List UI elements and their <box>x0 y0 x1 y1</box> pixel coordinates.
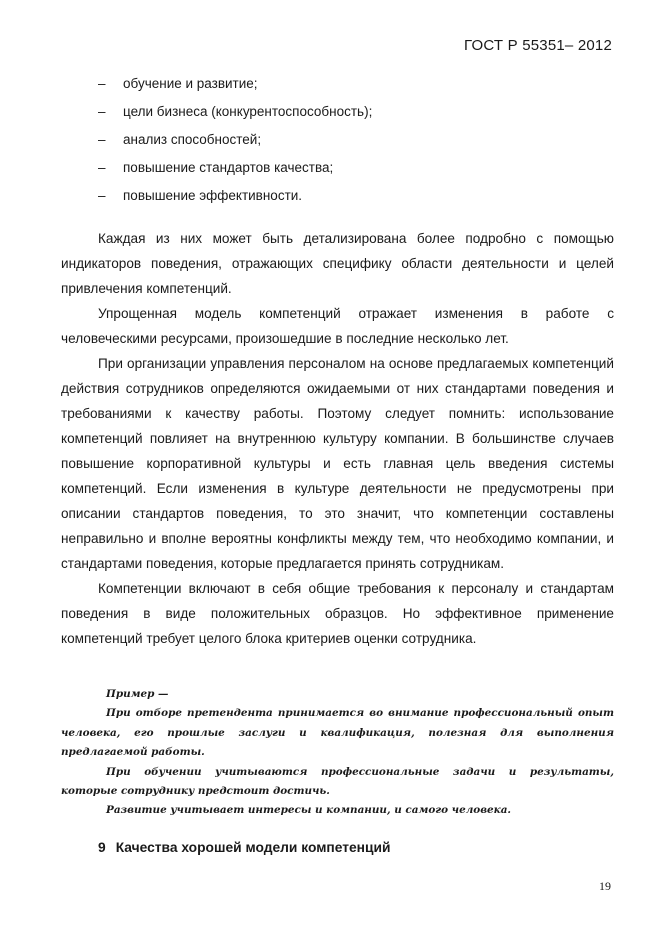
example-line: Развитие учитывает интересы и компании, и самого человека. <box>106 804 512 817</box>
example-title: Пример — <box>106 688 169 700</box>
list-item-text: повышение эффективности. <box>123 188 303 203</box>
list-dash: – <box>98 188 106 203</box>
paragraph: При организации управления персоналом на основе предлагаемых компетенций действия сотрудников определяются ожидаемыми от них стандартами поведения и требованиями к качеству работы. Поэтому следует помнить: использование компетенций повлияет на внутреннюю культуру компании. В большинстве случаев повышение корпоративной культуры и есть главная цель введения системы компетенций. Если изменения в культуре деятельности не предусмотрены при описании стандартов поведения, то это значит, что компетенции составлены неправильно и вполне вероятны конфликты между тем, что необходимо компании, и стандартами поведения, которые предлагается принять сотрудникам. <box>61 356 614 571</box>
list-dash: – <box>98 104 106 119</box>
section-title: Качества хорошей модели компетенций <box>115 840 391 855</box>
example-line: При обучении учитываются профессиональные задачи и результаты, которые сотруднику предстоит достичь. <box>61 765 614 798</box>
list-item <box>98 158 618 186</box>
list-item-text: обучение и развитие; <box>123 76 258 91</box>
list-item-text: повышение стандартов качества; <box>123 160 334 175</box>
list-item <box>98 74 618 102</box>
list-item-text: цели бизнеса (конкурентоспособность); <box>123 104 373 119</box>
section-number: 9 <box>98 840 106 855</box>
paragraph: Упрощенная модель компетенций отражает изменения в работе с человеческими ресурсами, произошедшие в последние несколько лет. <box>61 306 614 346</box>
example-block <box>61 685 614 821</box>
paragraph: Компетенции включают в себя общие требования к персоналу и стандартам поведения в виде положительных образцов. Но эффективное применение компетенций требует целого блока критериев оценки сотрудника. <box>61 581 614 646</box>
body-text <box>61 226 614 651</box>
paragraph: Каждая из них может быть детализирована более подробно с помощью индикаторов поведения, отражающих специфику области деятельности и целей привлечения компетенций. <box>61 231 614 296</box>
example-line: При отборе претендента принимается во внимание профессиональный опыт человека, его прошлые заслуги и квалификация, полезная для выполнения предлагаемой работы. <box>61 707 614 759</box>
list-item <box>98 130 618 158</box>
list-dash: – <box>98 76 106 91</box>
list-dash: – <box>98 160 106 175</box>
standard-header: ГОСТ Р 55351– 2012 <box>464 37 612 54</box>
page-number: 19 <box>599 879 611 893</box>
list-item-text: анализ способностей; <box>123 132 262 147</box>
section-heading <box>98 840 390 855</box>
list-dash: – <box>98 132 106 147</box>
list-item <box>98 102 618 130</box>
bullet-list <box>98 74 618 214</box>
list-item <box>98 186 618 214</box>
